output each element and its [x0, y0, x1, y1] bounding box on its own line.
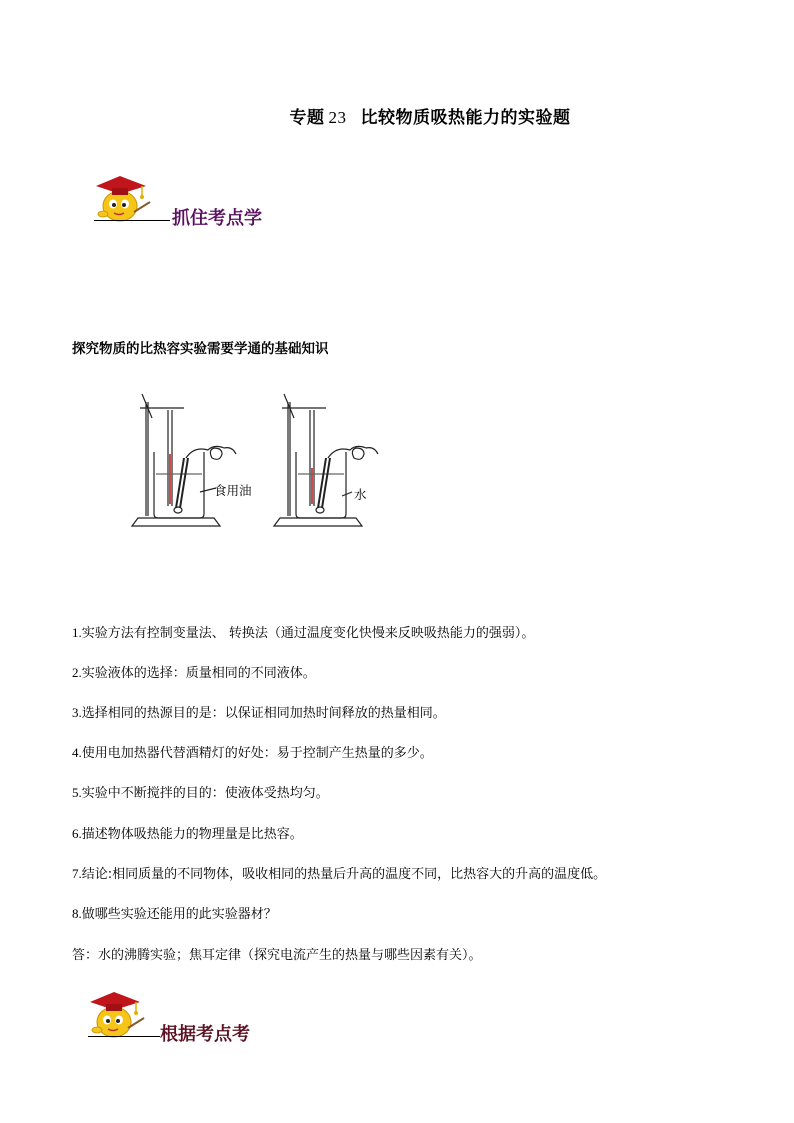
title-prefix: 专题 [289, 108, 325, 128]
list-item: 8.做哪些实验还能用的此实验器材？ [72, 906, 277, 922]
section-label-exam: 根据考点考 [160, 1024, 250, 1045]
answer-text: 答：水的沸腾实验；焦耳定律（探究电流产生的热量与哪些因素有关）。 [72, 948, 482, 963]
label-cooking-oil: 食用油 [214, 483, 252, 498]
header-underline [88, 1036, 160, 1037]
apparatus-figure [128, 388, 388, 536]
section-header-learn [86, 172, 346, 232]
subheading: 探究物质的比热容实验需要学通的基础知识 [72, 341, 329, 357]
title-text: 比较物质吸热能力的实验题 [360, 108, 571, 128]
apparatus-left [132, 394, 236, 526]
page-title [0, 103, 794, 128]
section-header-exam [80, 988, 340, 1048]
list-item: 1.实验方法有控制变量法、 转换法（通过温度变化快慢来反映吸热能力的强弱）。 [72, 625, 535, 641]
list-item: 3.选择相同的热源目的是：以保证相同加热时间释放的热量相同。 [72, 705, 446, 721]
graduate-mascot-icon [90, 172, 154, 224]
list-item: 4.使用电加热器代替酒精灯的好处：易于控制产生热量的多少。 [72, 745, 433, 761]
list-item: 2.实验液体的选择：质量相同的不同液体。 [72, 665, 316, 681]
title-number: 23 [328, 108, 347, 127]
section-label-learn: 抓住考点学 [172, 208, 262, 229]
list-item: 6.描述物体吸热能力的物理量是比热容。 [72, 826, 303, 842]
label-water: 水 [354, 487, 367, 502]
apparatus-right [274, 394, 378, 526]
graduate-mascot-icon [84, 988, 148, 1040]
header-underline [94, 220, 170, 221]
list-item: 5.实验中不断搅拌的目的：使液体受热均匀。 [72, 785, 329, 801]
list-item: 7.结论:相同质量的不同物体，吸收相同的热量后升高的温度不同，比热容大的升高的温度低。 [72, 866, 607, 882]
